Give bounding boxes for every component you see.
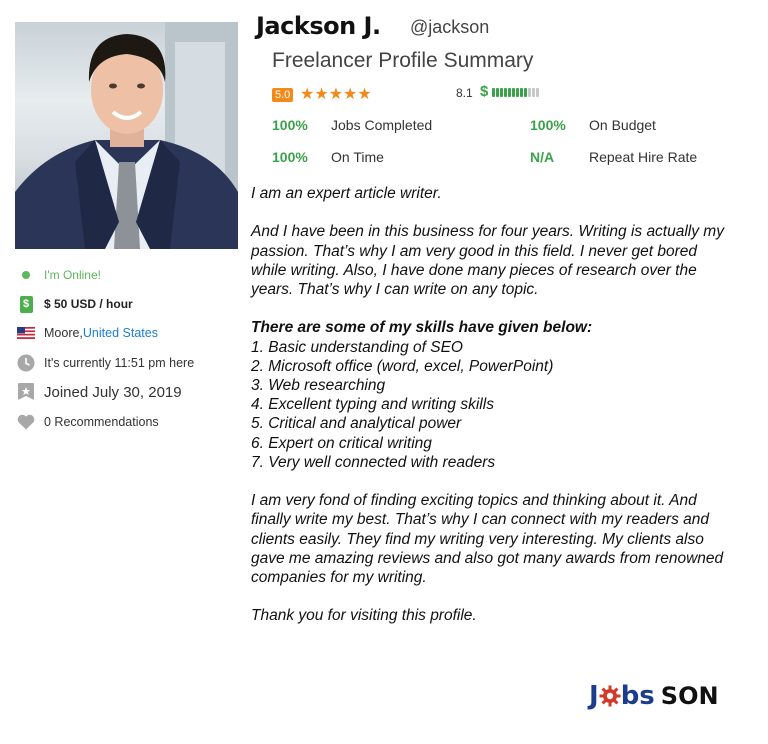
stat-on-budget: 100%	[530, 117, 566, 133]
skill-item: 2. Microsoft office (word, excel, PowerPoint)	[251, 357, 554, 375]
star-rating-icon: ★★★★★	[300, 84, 372, 103]
earnings-meter-bar	[496, 88, 499, 97]
stat-jobs-completed: 100%	[272, 117, 308, 133]
bio-line: clients easily. They find my writing very interesting. My clients also	[251, 530, 704, 548]
hourly-rate: $ $ 50 USD / hour	[16, 295, 133, 313]
recommendations: 0 Recommendations	[16, 413, 159, 431]
rating-badge: 5.0	[272, 88, 293, 102]
country-link[interactable]: United States	[82, 326, 158, 340]
bio-line: passion. That’s why I am very good in this field. I never get bored	[251, 242, 698, 260]
earnings-meter-bar	[528, 88, 531, 97]
profile-bio	[251, 184, 751, 626]
earnings-meter-bar	[500, 88, 503, 97]
us-flag-icon	[17, 327, 35, 339]
earnings-meter-bar	[504, 88, 507, 97]
bio-line: I am very fond of finding exciting topics and thinking about it. And	[251, 492, 697, 510]
stat-on-budget-label: On Budget	[589, 117, 656, 133]
bio-line: gave me amazing reviews and also got many awards from renowned	[251, 549, 724, 567]
stat-repeat-hire-label: Repeat Hire Rate	[589, 149, 698, 165]
earnings-meter-bar	[520, 88, 523, 97]
bio-thanks: Thank you for visiting this profile.	[251, 607, 477, 625]
gear-icon	[599, 685, 621, 707]
stat-jobs-completed-label: Jobs Completed	[331, 117, 433, 133]
bio-intro: I am an expert article writer.	[251, 185, 442, 202]
skill-item: 5. Critical and analytical power	[251, 415, 462, 433]
online-dot-icon	[22, 271, 30, 279]
profile-handle: @jackson	[410, 17, 490, 37]
online-status: I'm Online!	[16, 266, 101, 284]
bio-line: years. That’s why I can write on any topic.	[251, 281, 539, 298]
skills-heading: There are some of my skills have given below:	[251, 319, 593, 337]
profile-photo	[15, 22, 238, 249]
earnings-meter-bar	[512, 88, 515, 97]
jobsson-logo: J bs SON	[589, 681, 719, 711]
skill-item: 4. Excellent typing and writing skills	[251, 396, 494, 414]
stat-on-time-label: On Time	[331, 149, 384, 165]
earnings-meter-bar	[508, 88, 511, 97]
skill-item: 7. Very well connected with readers	[251, 453, 496, 471]
local-time: It's currently 11:51 pm here	[16, 354, 194, 372]
summary-title: Freelancer Profile Summary	[272, 49, 534, 72]
profile-name: Jackson J.	[256, 12, 381, 40]
bio-line: And I have been in this business for four years. Writing is actually my	[251, 223, 724, 241]
bio-line: companies for my writing.	[251, 569, 427, 587]
earnings-meter-bar	[536, 88, 539, 97]
bio-line: finally write my best. That’s why I can connect with my readers and	[251, 511, 710, 529]
badge-icon	[18, 383, 34, 402]
stat-repeat-hire: N/A	[530, 149, 555, 165]
skill-item: 3. Web researching	[251, 377, 386, 394]
skill-item: 6. Expert on critical writing	[251, 434, 432, 452]
joined-date: Joined July 30, 2019	[16, 383, 182, 401]
skill-item: 1. Basic understanding of SEO	[251, 338, 463, 356]
earnings-dollar-icon: $	[480, 83, 489, 100]
dollar-icon: $	[20, 296, 33, 313]
earnings-meter-bar	[532, 88, 535, 97]
earnings-score: 8.1	[456, 86, 473, 100]
bio-line: while writing. Also, I have done many pieces of research over the	[251, 261, 697, 279]
clock-icon	[17, 354, 35, 372]
stat-on-time: 100%	[272, 149, 308, 165]
earnings-meter-bar	[492, 88, 495, 97]
earnings-meter-bar	[524, 88, 527, 97]
earnings-meter	[492, 88, 539, 97]
heart-icon	[17, 414, 35, 430]
location: Moore, United States	[16, 324, 158, 342]
earnings-meter-bar	[516, 88, 519, 97]
